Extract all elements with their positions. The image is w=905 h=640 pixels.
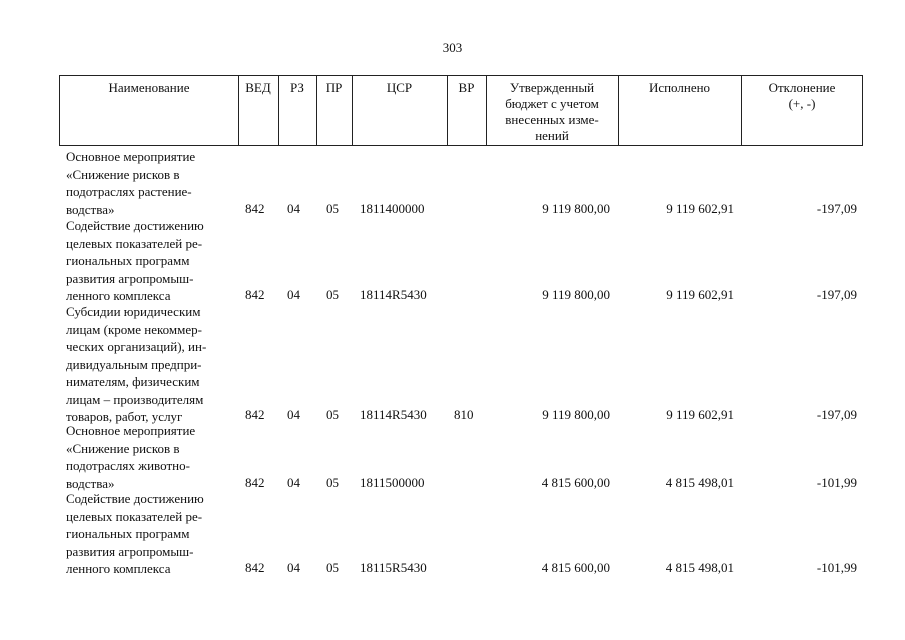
- row-deviation: -101,99: [816, 560, 857, 575]
- row-name: Содействие достижению целевых показателей ре- гиональных программ развития агропромыш- ленного комплекса: [66, 218, 204, 303]
- row-budget: 9 119 800,00: [542, 407, 610, 422]
- row-deviation: -197,09: [816, 287, 857, 302]
- row-done: 9 119 602,91: [666, 201, 734, 216]
- header-vr: ВР: [458, 80, 475, 95]
- row-rz: 04: [287, 407, 300, 422]
- row-pr: 05: [326, 287, 339, 302]
- header-ved: ВЕД: [245, 80, 271, 95]
- row-deviation: -197,09: [816, 201, 857, 216]
- row-csr: 1811500000: [360, 475, 425, 490]
- row-name: Субсидии юридическим лицам (кроме некоммер- ческих организаций), ин- дивидуальным предпри- нимателям, физическим лицам – производителям товаров, работ, услуг: [66, 304, 207, 424]
- row-ved: 842: [245, 560, 265, 575]
- row-pr: 05: [326, 475, 339, 490]
- row-done: 9 119 602,91: [666, 287, 734, 302]
- row-ved: 842: [245, 287, 265, 302]
- header-done: Исполнено: [648, 80, 711, 95]
- row-csr: 18114R5430: [360, 407, 427, 422]
- page-number: 303: [442, 40, 463, 55]
- row-ved: 842: [245, 407, 265, 422]
- row-ved: 842: [245, 475, 265, 490]
- row-rz: 04: [287, 475, 300, 490]
- row-done: 4 815 498,01: [665, 560, 734, 575]
- header-deviation: Отклонение (+, -): [768, 80, 836, 111]
- row-rz: 04: [287, 287, 300, 302]
- row-csr: 18114R5430: [360, 287, 427, 302]
- row-deviation: -197,09: [816, 407, 857, 422]
- row-vr: 810: [454, 407, 474, 422]
- row-csr: 1811400000: [360, 201, 425, 216]
- row-rz: 04: [287, 201, 300, 216]
- row-name: Содействие достижению целевых показателей ре- гиональных программ развития агропромыш- ленного комплекса: [66, 491, 204, 576]
- header-budget: Утвержденный бюджет с учетом внесенных изме- нений: [505, 80, 599, 143]
- row-ved: 842: [245, 201, 265, 216]
- row-budget: 9 119 800,00: [542, 201, 610, 216]
- row-budget: 9 119 800,00: [542, 287, 610, 302]
- row-pr: 05: [326, 407, 339, 422]
- row-pr: 05: [326, 201, 339, 216]
- row-deviation: -101,99: [816, 475, 857, 490]
- row-done: 9 119 602,91: [666, 407, 734, 422]
- row-pr: 05: [326, 560, 339, 575]
- row-rz: 04: [287, 560, 300, 575]
- row-budget: 4 815 600,00: [541, 475, 610, 490]
- header-pr: ПР: [325, 80, 343, 95]
- row-csr: 18115R5430: [360, 560, 427, 575]
- row-done: 4 815 498,01: [665, 475, 734, 490]
- header-name: Наименование: [108, 80, 190, 95]
- header-csr: ЦСР: [386, 80, 413, 95]
- header-rz: РЗ: [290, 80, 304, 95]
- row-name: Основное мероприятие «Снижение рисков в подотраслях растение- водства»: [66, 149, 196, 217]
- row-name: Основное мероприятие «Снижение рисков в подотраслях животно- водства»: [66, 423, 196, 491]
- row-budget: 4 815 600,00: [541, 560, 610, 575]
